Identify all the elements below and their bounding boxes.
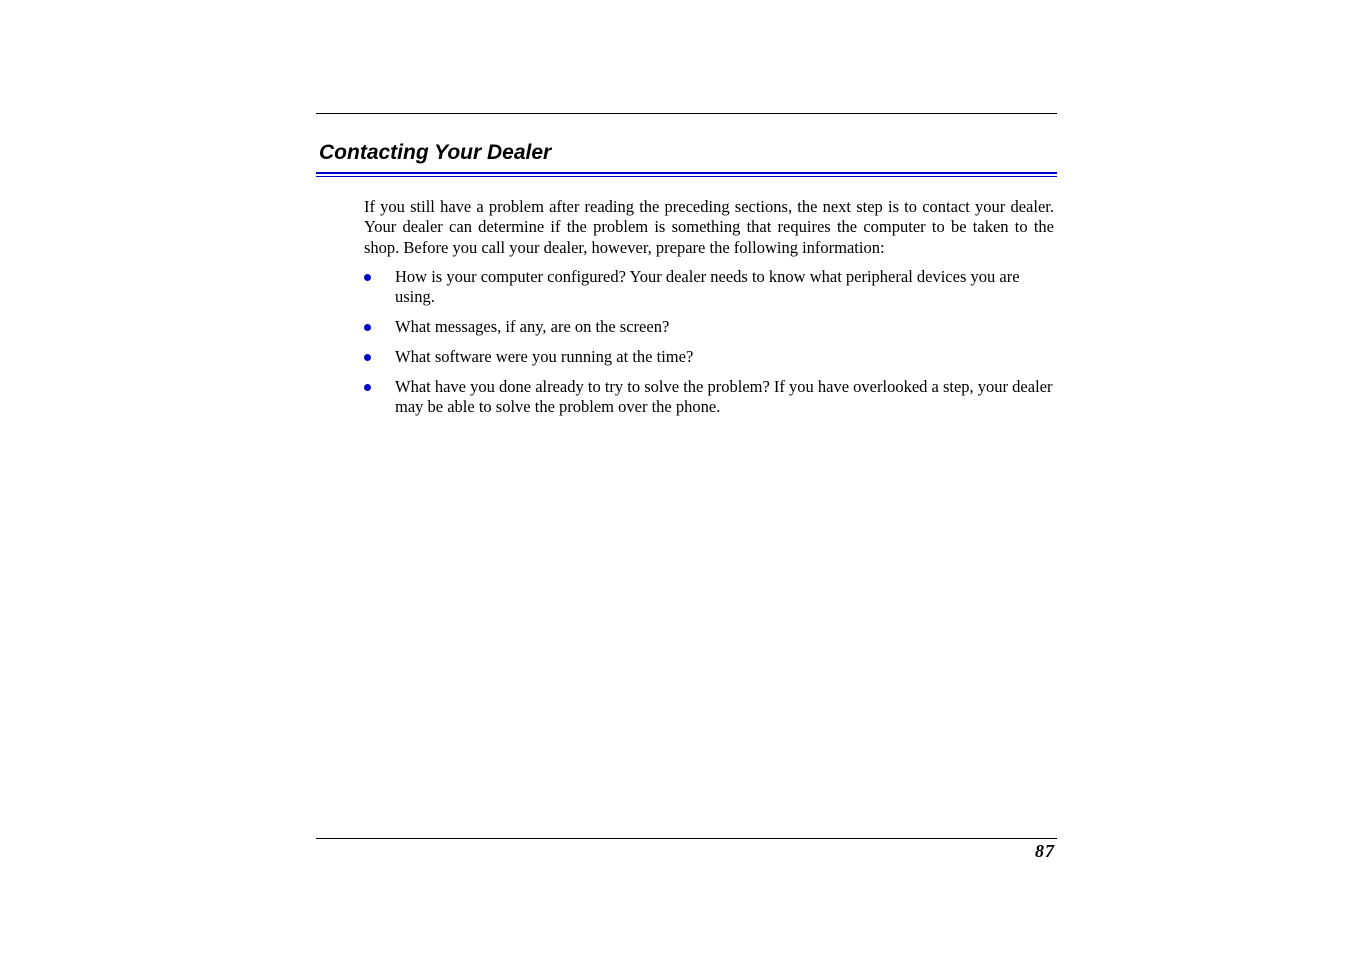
bullet-icon (364, 354, 371, 361)
list-item (364, 347, 1054, 367)
page-number: 87 (1035, 841, 1055, 861)
list-item (364, 317, 1054, 337)
list-item (364, 267, 1054, 308)
title-underline-thin (316, 176, 1057, 177)
title-underline-thick (316, 172, 1057, 174)
list-item (364, 377, 1054, 418)
checklist (364, 267, 1054, 417)
bullet-icon (364, 384, 371, 391)
list-item-text: What have you done already to try to solve the problem? If you have overlooked a step, your dealer may be able to solve the problem over the phone. (395, 376, 1053, 416)
list-item-text: What messages, if any, are on the screen? (395, 316, 670, 336)
list-item-text: How is your computer configured? Your dealer needs to know what peripheral devices you are using. (395, 266, 1020, 307)
header-rule (316, 113, 1057, 114)
list-item-text: What software were you running at the time? (395, 346, 694, 366)
intro-paragraph: If you still have a problem after reading the preceding sections, the next step is to contact your dealer. Your dealer can determine if the problem is something that requires the computer to be taken to the shop. Before you call your dealer, however, prepare the following information: (364, 197, 1054, 257)
bullet-icon (364, 324, 371, 331)
section-body (364, 197, 1054, 427)
section-title: Contacting Your Dealer (319, 141, 552, 164)
footer-rule (316, 838, 1057, 839)
bullet-icon (364, 274, 371, 281)
